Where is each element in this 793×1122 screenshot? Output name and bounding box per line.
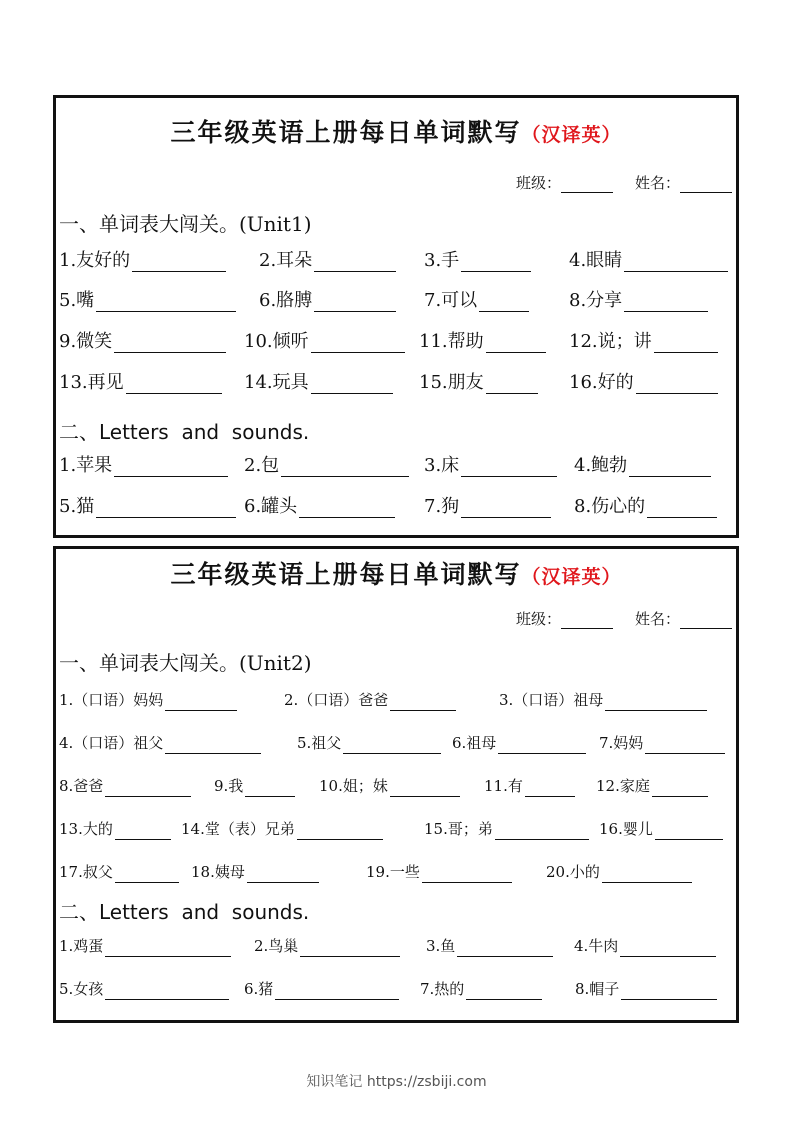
answer-blank[interactable] <box>620 936 716 957</box>
vocab-row <box>59 372 733 394</box>
vocab-row <box>59 250 733 272</box>
vocab-row <box>59 732 733 754</box>
vocab-item: 15.朋友 <box>419 372 569 394</box>
student-info <box>516 172 732 193</box>
vocab-item: 15.哥；弟 <box>424 818 599 840</box>
answer-blank[interactable] <box>636 373 718 394</box>
answer-blank[interactable] <box>457 936 553 957</box>
answer-blank[interactable] <box>275 979 399 1000</box>
phonics-item: 4.鲍勃 <box>574 455 711 477</box>
answer-blank[interactable] <box>624 291 708 312</box>
answer-blank[interactable] <box>343 733 441 754</box>
answer-blank[interactable] <box>655 819 723 840</box>
answer-blank[interactable] <box>645 733 725 754</box>
vocab-item: 20.小的 <box>546 861 692 883</box>
answer-blank[interactable] <box>647 497 717 518</box>
phonics-item: 8.伤心的 <box>574 496 717 518</box>
worksheet-card-2 <box>53 546 739 1023</box>
phonics-item: 7.热的 <box>420 978 575 1000</box>
answer-blank[interactable] <box>629 456 711 477</box>
phonics-row <box>59 455 733 477</box>
answer-blank[interactable] <box>461 456 557 477</box>
phonics-item: 2.包 <box>244 455 424 477</box>
answer-blank[interactable] <box>525 776 575 797</box>
phonics-item: 1.苹果 <box>59 455 244 477</box>
vocab-item: 11.有 <box>484 775 596 797</box>
answer-blank[interactable] <box>297 819 383 840</box>
vocab-item: 3.（口语）祖母 <box>499 689 707 711</box>
vocab-item: 8.爸爸 <box>59 775 214 797</box>
name-label: 姓名： <box>634 174 680 192</box>
answer-blank[interactable] <box>621 979 717 1000</box>
vocab-item: 18.姨母 <box>191 861 366 883</box>
answer-blank[interactable] <box>498 733 586 754</box>
phonics-item: 6.罐头 <box>244 496 424 518</box>
vocab-row <box>59 775 733 797</box>
vocab-row <box>59 331 733 353</box>
vocab-item: 4.（口语）祖父 <box>59 732 297 754</box>
title-text: 三年级英语上册每日单词默写 <box>170 118 522 147</box>
answer-blank[interactable] <box>461 497 551 518</box>
title-text: 三年级英语上册每日单词默写 <box>170 560 522 589</box>
phonics-item: 1.鸡蛋 <box>59 935 254 957</box>
name-label: 姓名： <box>634 610 680 628</box>
vocab-item: 2.耳朵 <box>259 250 424 272</box>
answer-blank[interactable] <box>605 690 707 711</box>
vocab-item: 13.再见 <box>59 372 244 394</box>
phonics-item: 7.狗 <box>424 496 574 518</box>
answer-blank[interactable] <box>281 456 409 477</box>
answer-blank[interactable] <box>115 819 171 840</box>
answer-blank[interactable] <box>390 776 460 797</box>
answer-blank[interactable] <box>314 291 396 312</box>
answer-blank[interactable] <box>300 936 400 957</box>
answer-blank[interactable] <box>105 979 229 1000</box>
vocab-item: 2.（口语）爸爸 <box>284 689 499 711</box>
vocab-row <box>59 290 733 312</box>
vocab-item: 11.帮助 <box>419 331 569 353</box>
vocab-item: 5.嘴 <box>59 290 259 312</box>
phonics-item: 6.猪 <box>244 978 420 1000</box>
phonics-item: 8.帽子 <box>575 978 717 1000</box>
vocab-item: 12.说；讲 <box>569 331 718 353</box>
vocab-item: 9.我 <box>214 775 319 797</box>
answer-blank[interactable] <box>245 776 295 797</box>
answer-blank[interactable] <box>486 332 546 353</box>
phonics-item: 5.猫 <box>59 496 244 518</box>
answer-blank[interactable] <box>466 979 542 1000</box>
answer-blank[interactable] <box>461 251 531 272</box>
title-subtitle: （汉译英） <box>521 566 622 588</box>
phonics-row <box>59 935 733 957</box>
phonics-row <box>59 978 733 1000</box>
section-heading-2: 二、Letters and sounds. <box>59 900 310 924</box>
answer-blank[interactable] <box>105 776 191 797</box>
answer-blank[interactable] <box>105 936 231 957</box>
section-heading-1: 一、单词表大闯关。(Unit2) <box>59 651 312 675</box>
vocab-item: 16.好的 <box>569 372 718 394</box>
answer-blank[interactable] <box>96 291 236 312</box>
vocab-item: 17.叔父 <box>59 861 191 883</box>
phonics-item: 4.牛肉 <box>574 935 716 957</box>
vocab-item: 6.胳膊 <box>259 290 424 312</box>
vocab-item: 10.姐；妹 <box>319 775 484 797</box>
answer-blank[interactable] <box>486 373 538 394</box>
phonics-item: 2.鸟巢 <box>254 935 426 957</box>
class-blank[interactable] <box>561 610 613 629</box>
worksheet-title <box>56 555 736 591</box>
worksheet-card-1 <box>53 95 739 538</box>
vocab-item: 5.祖父 <box>297 732 452 754</box>
vocab-item: 10.倾听 <box>244 331 419 353</box>
answer-blank[interactable] <box>602 862 692 883</box>
answer-blank[interactable] <box>299 497 395 518</box>
answer-blank[interactable] <box>314 251 396 272</box>
vocab-item: 8.分享 <box>569 290 708 312</box>
answer-blank[interactable] <box>115 862 179 883</box>
section-heading-2: 二、Letters and sounds. <box>59 420 310 444</box>
vocab-item: 12.家庭 <box>596 775 708 797</box>
answer-blank[interactable] <box>390 690 456 711</box>
student-info <box>516 608 732 629</box>
vocab-item: 9.微笑 <box>59 331 244 353</box>
answer-blank[interactable] <box>311 373 393 394</box>
vocab-item: 19.一些 <box>366 861 546 883</box>
answer-blank[interactable] <box>165 733 261 754</box>
answer-blank[interactable] <box>654 332 718 353</box>
phonics-item: 3.床 <box>424 455 574 477</box>
phonics-item: 5.女孩 <box>59 978 244 1000</box>
vocab-item: 4.眼睛 <box>569 250 728 272</box>
worksheet-title <box>56 113 736 149</box>
vocab-item: 6.祖母 <box>452 732 599 754</box>
answer-blank[interactable] <box>96 497 236 518</box>
vocab-item: 14.玩具 <box>244 372 419 394</box>
answer-blank[interactable] <box>311 332 405 353</box>
class-label: 班级： <box>515 610 561 628</box>
vocab-item: 16.婴儿 <box>599 818 723 840</box>
answer-blank[interactable] <box>126 373 222 394</box>
title-subtitle: （汉译英） <box>521 124 622 146</box>
answer-blank[interactable] <box>114 332 226 353</box>
vocab-item: 14.堂（表）兄弟 <box>181 818 424 840</box>
class-blank[interactable] <box>561 174 613 193</box>
answer-blank[interactable] <box>652 776 708 797</box>
answer-blank[interactable] <box>132 251 226 272</box>
answer-blank[interactable] <box>247 862 319 883</box>
vocab-item: 7.可以 <box>424 290 569 312</box>
footer-watermark: 知识笔记 https://zsbiji.com <box>306 1074 487 1090</box>
vocab-row <box>59 818 733 840</box>
name-blank[interactable] <box>680 610 732 629</box>
phonics-row <box>59 496 733 518</box>
class-label: 班级： <box>515 174 561 192</box>
answer-blank[interactable] <box>479 291 529 312</box>
vocab-item: 3.手 <box>424 250 569 272</box>
answer-blank[interactable] <box>624 251 728 272</box>
answer-blank[interactable] <box>495 819 589 840</box>
answer-blank[interactable] <box>114 456 228 477</box>
section-heading-1: 一、单词表大闯关。(Unit1) <box>59 212 312 236</box>
vocab-item: 13.大的 <box>59 818 181 840</box>
phonics-item: 3.鱼 <box>426 935 574 957</box>
vocab-item: 7.妈妈 <box>599 732 725 754</box>
name-blank[interactable] <box>680 174 732 193</box>
vocab-row <box>59 689 733 711</box>
vocab-item: 1.（口语）妈妈 <box>59 689 284 711</box>
answer-blank[interactable] <box>422 862 512 883</box>
vocab-row <box>59 861 733 883</box>
vocab-item: 1.友好的 <box>59 250 259 272</box>
answer-blank[interactable] <box>165 690 237 711</box>
